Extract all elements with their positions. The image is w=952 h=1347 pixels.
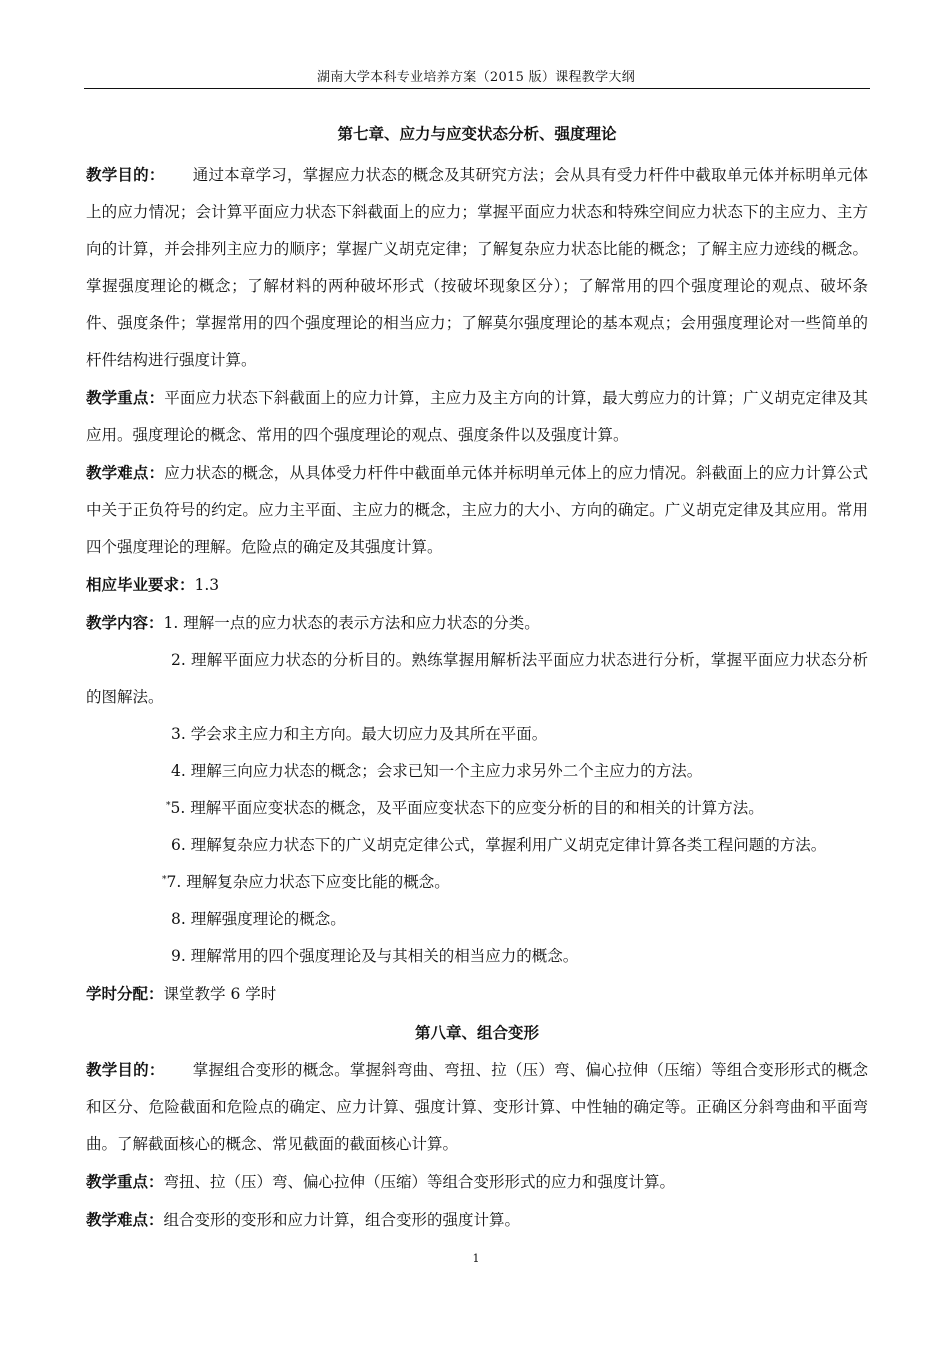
ch7-content-item-5-text: 5. 理解平面应变状态的概念，及平面应变状态下的应变分析的目的和相关的计算方法。 [170, 799, 764, 817]
chapter-7-title: 第七章、应力与应变状态分析、强度理论 [337, 124, 617, 143]
ch7-objective [86, 156, 868, 379]
ch8-difficulties-label: 教学难点： [86, 1210, 164, 1229]
ch7-difficulties [86, 454, 868, 566]
ch7-content-item-2: 2. 理解平面应力状态的分析目的。熟练掌握用解析法平面应力状态进行分析，掌握平面应力状态分析的图解法。 [86, 651, 868, 706]
ch7-content-item-7 [86, 864, 868, 901]
ch7-key-points-text: 平面应力状态下斜截面上的应力计算，主应力及主方向的计算，最大剪应力的计算；广义胡克定律及其应用。强度理论的概念、常用的四个强度理论的观点、强度条件以及强度计算。 [86, 389, 868, 444]
ch8-key-points [86, 1163, 868, 1201]
ch8-objective-label: 教学目的： [86, 1060, 165, 1079]
running-header: 湖南大学本科专业培养方案（2015 版）课程教学大纲 [316, 70, 636, 85]
ch7-content-item-3: 3. 学会求主应力和主方向。最大切应力及其所在平面。 [171, 725, 548, 743]
ch7-hours [86, 975, 868, 1013]
ch7-content-item-8: 8. 理解强度理论的概念。 [171, 910, 346, 928]
ch7-content-item-4: 4. 理解三向应力状态的概念；会求已知一个主应力求另外二个主应力的方法。 [171, 762, 703, 780]
ch7-content-item-1-text: 1. 理解一点的应力状态的表示方法和应力状态的分类。 [163, 614, 540, 632]
ch7-requirement-text: 1.3 [194, 576, 220, 594]
ch8-key-points-text: 弯扭、拉（压）弯、偏心拉伸（压缩）等组合变形形式的应力和强度计算。 [163, 1173, 676, 1191]
ch8-difficulties [86, 1201, 868, 1239]
chapter-8-title: 第八章、组合变形 [414, 1023, 539, 1042]
ch7-content-item-1 [86, 604, 868, 642]
ch7-content-label: 教学内容： [86, 613, 164, 632]
ch8-objective [86, 1051, 868, 1163]
ch7-objective-text: 通过本章学习，掌握应力状态的概念及其研究方法；会从具有受力杆件中截取单元体并标明单元体上的应力情况；会计算平面应力状态下斜截面上的应力；掌握平面应力状态和特殊空间应力状态下的主应力、主方向的计算，并会排列主应力的顺序；掌握广义胡克定律；了解复杂应力状态比能的概念；了解主应力迹线的概念。掌握强度理论的概念；了解材料的两种破坏形式（按破坏现象区分）；了解常用的四个强度理论的观点、破坏条件、强度条件；掌握常用的四个强度理论的相当应力；了解莫尔强度理论的基本观点；会用强度理论对一些简单的杆件结构进行强度计算。 [86, 166, 868, 369]
ch8-objective-text: 掌握组合变形的概念。掌握斜弯曲、弯扭、拉（压）弯、偏心拉伸（压缩）等组合变形形式的概念和区分、危险截面和危险点的确定、应力计算、强度计算、变形计算、中性轴的确定等。正确区分斜弯曲和平面弯曲。了解截面核心的概念、常见截面的截面核心计算。 [86, 1061, 868, 1153]
ch8-key-points-label: 教学重点： [86, 1172, 164, 1191]
ch7-content-item-6: 6. 理解复杂应力状态下的广义胡克定律公式，掌握利用广义胡克定律计算各类工程问题的方法。 [171, 836, 827, 854]
document-body [86, 120, 868, 1239]
ch7-content-item-9: 9. 理解常用的四个强度理论及与其相关的相当应力的概念。 [171, 947, 579, 965]
header-rule [84, 88, 870, 89]
ch7-requirement-label: 相应毕业要求： [86, 575, 195, 594]
ch7-requirement [86, 566, 868, 604]
ch7-key-points-label: 教学重点： [86, 388, 165, 407]
optional-star-mark: * [166, 801, 171, 811]
ch7-content-item-5 [86, 790, 868, 827]
ch7-content-item-7-text: 7. 理解复杂应力状态下应变比能的概念。 [166, 873, 450, 891]
ch7-key-points [86, 379, 868, 454]
ch7-hours-text: 课堂教学 6 学时 [163, 985, 277, 1003]
ch7-hours-label: 学时分配： [86, 984, 164, 1003]
ch7-difficulties-text: 应力状态的概念，从具体受力杆件中截面单元体并标明单元体上的应力情况。斜截面上的应力计算公式中关于正负符号的约定。应力主平面、主应力的概念，主应力的大小、方向的确定。广义胡克定律及其应用。常用四个强度理论的理解。危险点的确定及其强度计算。 [86, 464, 868, 556]
ch7-objective-label: 教学目的： [86, 165, 165, 184]
ch8-difficulties-text: 组合变形的变形和应力计算，组合变形的强度计算。 [163, 1211, 521, 1229]
page-number: 1 [472, 1252, 480, 1265]
optional-star-mark: * [162, 875, 167, 885]
ch7-difficulties-label: 教学难点： [86, 463, 165, 482]
